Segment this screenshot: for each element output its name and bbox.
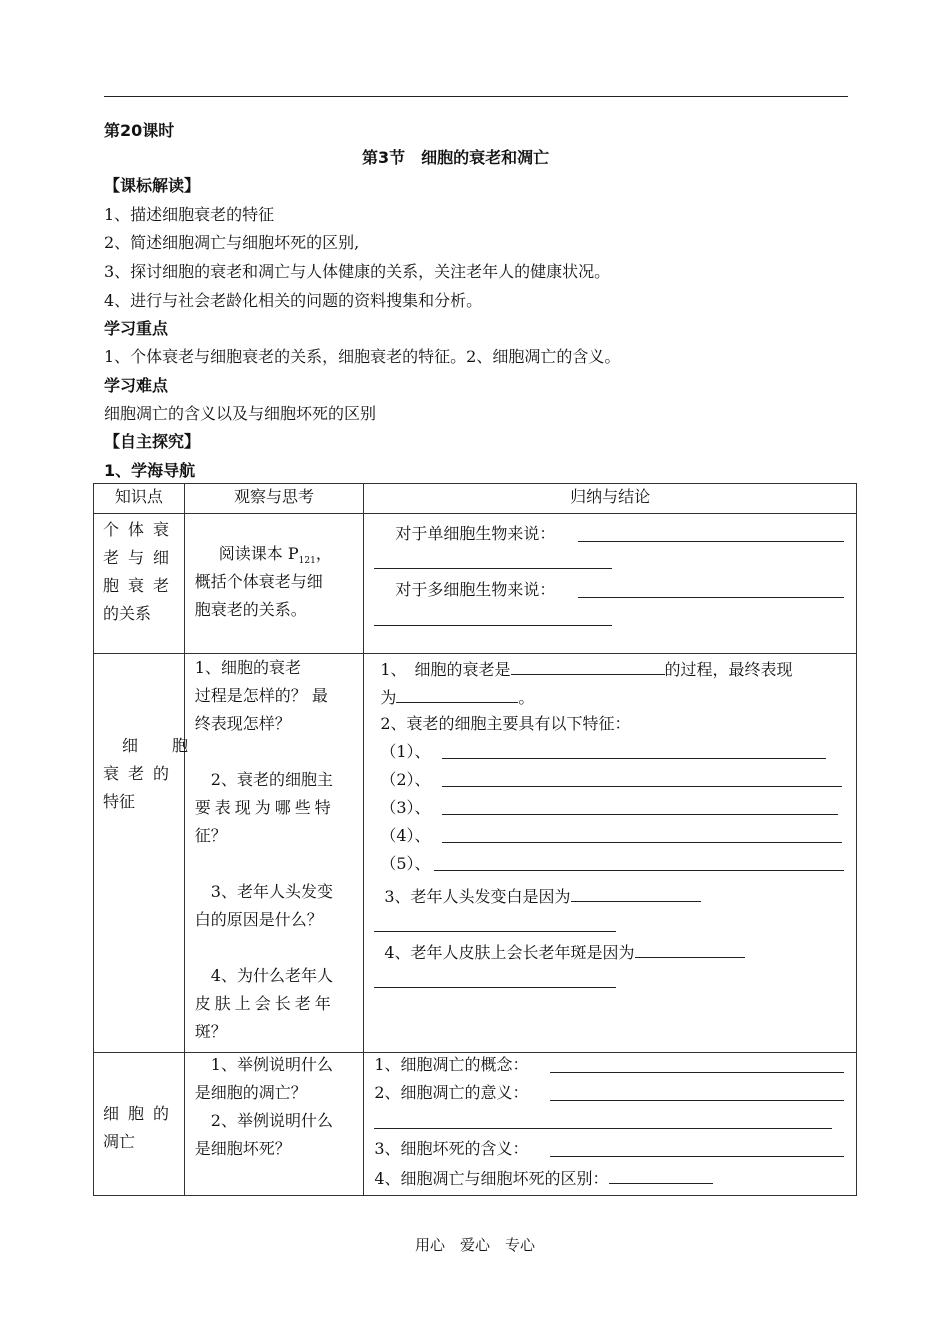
answer-blank[interactable]	[442, 842, 842, 843]
standards-heading: 【课标解读】	[104, 176, 201, 195]
think-line: 1、举例说明什么	[210, 1055, 333, 1074]
key-points-text: 1、个体衰老与细胞衰老的关系，细胞衰老的特征。2、细胞凋亡的含义。	[104, 347, 621, 366]
answer-blank[interactable]	[434, 870, 844, 871]
topic-line: 细 胞	[122, 736, 198, 755]
section-title: 第3节 细胞的衰老和凋亡	[362, 148, 550, 167]
header-cell: 知识点	[94, 484, 185, 514]
feature-label: （2）、	[380, 770, 431, 789]
answer-blank[interactable]	[550, 1072, 844, 1073]
conclusion-line: 4、细胞凋亡与细胞坏死的区别：	[374, 1167, 712, 1189]
conclusion-label: 3、细胞坏死的含义：	[374, 1139, 529, 1158]
conclusion-cell	[364, 1053, 856, 1195]
think-line: 过程是怎样的？ 最	[194, 686, 328, 705]
standards-item: 4、进行与社会老龄化相关的问题的资料搜集和分析。	[104, 291, 483, 310]
think-line: 2、衰老的细胞主	[210, 770, 333, 789]
lesson-number: 第20课时	[104, 121, 175, 140]
answer-blank[interactable]	[374, 931, 616, 932]
difficulties-heading: 学习难点	[104, 376, 169, 395]
think-cell	[185, 1053, 364, 1195]
answer-blank[interactable]	[374, 568, 612, 569]
think-cell	[185, 654, 364, 1052]
topic-line: 个体衰	[103, 520, 179, 539]
answer-blank[interactable]	[550, 1156, 844, 1157]
inquiry-heading: 【自主探究】	[104, 432, 201, 451]
conclusion-label: 对于单细胞生物来说：	[395, 524, 556, 543]
topic-line: 细胞的	[103, 1104, 179, 1123]
conclusion-cell	[364, 514, 856, 653]
header-cell: 归纳与结论	[364, 484, 857, 514]
topic-cell	[94, 514, 184, 653]
conclusion-line: 4、老年人皮肤上会长老年斑是因为	[384, 941, 744, 963]
answer-blank[interactable]	[511, 658, 665, 675]
think-line: 是细胞的凋亡？	[194, 1083, 307, 1102]
standards-item: 3、探讨细胞的衰老和凋亡与人体健康的关系，关注老年人的健康状况。	[104, 262, 611, 281]
think-line: 2、举例说明什么	[210, 1111, 333, 1130]
think-line: 要表现为哪些特	[194, 798, 335, 817]
think-line: 斑？	[194, 1022, 227, 1041]
answer-blank[interactable]	[442, 814, 838, 815]
conclusion-cell	[364, 654, 856, 1052]
answer-blank[interactable]	[578, 541, 844, 542]
think-line: 3、老年人头发变	[210, 882, 333, 901]
conclusion-line: 3、老年人头发变白是因为	[384, 885, 700, 907]
feature-label: （1）、	[380, 742, 431, 761]
inquiry-subheading: 1、学海导航	[104, 461, 196, 480]
answer-blank[interactable]	[374, 625, 612, 626]
difficulties-text: 细胞凋亡的含义以及与细胞坏死的区别	[104, 404, 377, 423]
answer-blank[interactable]	[550, 1100, 844, 1101]
study-table	[93, 483, 857, 1196]
key-points-heading: 学习重点	[104, 319, 169, 338]
answer-blank[interactable]	[571, 885, 701, 902]
conclusion-line: 为 。	[380, 688, 535, 707]
conclusion-label: 2、细胞凋亡的意义：	[374, 1083, 529, 1102]
think-line: 阅读课本 $P_{121}$，	[218, 544, 332, 567]
conclusion-label: 1、细胞凋亡的概念：	[374, 1055, 529, 1074]
answer-blank[interactable]	[374, 987, 616, 988]
think-line: 胞衰老的关系。	[194, 600, 307, 619]
topic-line: 胞衰老	[103, 576, 179, 595]
table-row	[94, 1053, 857, 1196]
think-cell	[185, 514, 364, 653]
table-row	[94, 514, 857, 654]
table-header-row	[94, 484, 857, 514]
conclusion-label: 对于多细胞生物来说：	[395, 580, 556, 599]
topic-line: 特征	[103, 792, 136, 811]
think-line: 白的原因是什么？	[194, 910, 323, 929]
conclusion-line: 2、衰老的细胞主要具有以下特征：	[380, 714, 631, 733]
answer-blank[interactable]	[374, 1128, 832, 1129]
think-line: 终表现怎样？	[194, 714, 291, 733]
header-rule	[104, 96, 848, 97]
topic-line: 的关系	[103, 604, 152, 623]
think-line: 皮肤上会长老年	[194, 994, 335, 1013]
think-line: 1、细胞的衰老	[194, 658, 301, 677]
feature-label: （5）、	[380, 854, 431, 873]
conclusion-line: 1、 细胞的衰老是 的过程，最终表现	[380, 660, 793, 679]
answer-blank[interactable]	[609, 1167, 713, 1184]
think-line: 概括个体衰老与细	[194, 572, 323, 591]
topic-line: 衰老的	[103, 764, 179, 783]
topic-line: 老与细	[103, 548, 179, 567]
standards-item: 1、描述细胞衰老的特征	[104, 205, 275, 224]
topic-line: 凋亡	[103, 1132, 136, 1151]
feature-label: （3）、	[380, 798, 431, 817]
answer-blank[interactable]	[635, 941, 745, 958]
think-line: 是细胞坏死？	[194, 1139, 291, 1158]
answer-blank[interactable]	[442, 758, 826, 759]
think-line: 征？	[194, 826, 227, 845]
table-row	[94, 654, 857, 1053]
answer-blank[interactable]	[578, 597, 844, 598]
think-line: 4、为什么老年人	[210, 966, 333, 985]
topic-cell	[94, 654, 198, 1052]
topic-cell	[94, 1053, 184, 1195]
answer-blank[interactable]	[442, 786, 842, 787]
page-footer: 用心 爱心 专心	[414, 1236, 535, 1254]
feature-label: （4）、	[380, 826, 431, 845]
standards-item: 2、简述细胞凋亡与细胞坏死的区别,	[104, 233, 360, 252]
answer-blank[interactable]	[396, 686, 518, 703]
header-cell: 观察与思考	[184, 484, 364, 514]
